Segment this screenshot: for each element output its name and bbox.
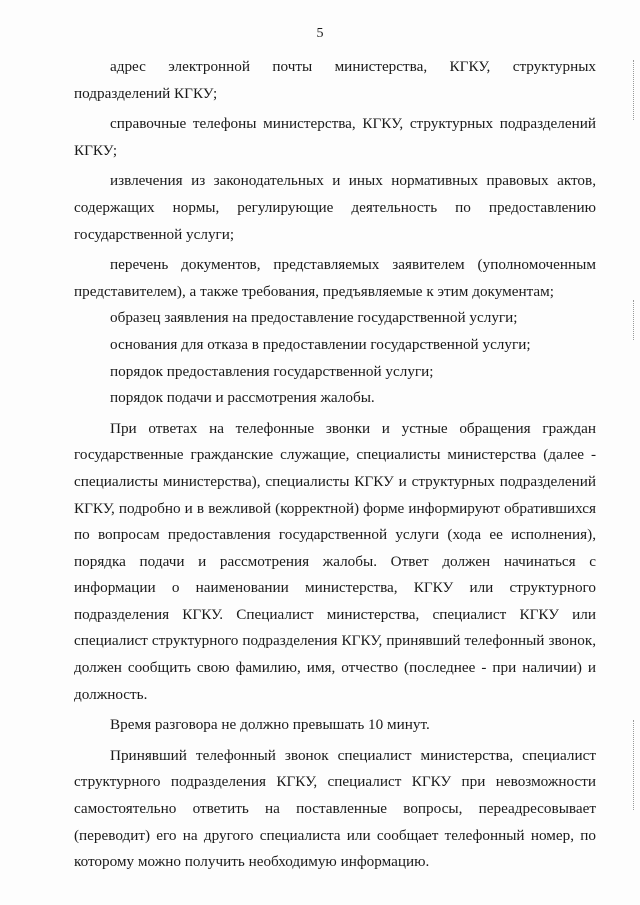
paragraph-documents-list: перечень документов, представляемых заявителем (уполномоченным представителем), а также требования, предъявляемые к этим документам; bbox=[74, 256, 596, 300]
paragraph-call-duration: Время разговора не должно превышать 10 минут. bbox=[110, 716, 430, 734]
paragraph-phones: справочные телефоны министерства, КГКУ, структурных подразделений КГКУ; bbox=[74, 115, 596, 159]
document-body bbox=[74, 54, 596, 876]
paragraph-application-sample: образец заявления на предоставление государственной услуги; bbox=[110, 309, 518, 327]
page-number: 5 bbox=[316, 26, 324, 41]
paragraph-service-procedure: порядок предоставления государственной услуги; bbox=[110, 362, 434, 380]
paragraph-phone-answers: При ответах на телефонные звонки и устные обращения граждан государственные гражданские служащие, специалисты министерства (далее - специалисты министерства), специалисты КГКУ и структурных подразделений КГКУ, подробно и в вежливой (корректной) форме информируют обратившихся по вопросам предоставления государственной услуги (хода ее исполнения), порядка подачи и рассмотрения жалобы. Ответ должен начинаться с информации о наименовании министерства, КГКУ или структурного подразделения КГКУ. Специалист министерства, специалист КГКУ или специалист структурного подразделения КГКУ, принявший телефонный звонок, должен сообщить свою фамилию, имя, отчество (последнее - при наличии) и должность. bbox=[74, 419, 596, 703]
scan-edge-mark bbox=[632, 300, 634, 340]
paragraph-call-redirect: Принявший телефонный звонок специалист министерства, специалист структурного подразделения КГКУ, специалист КГКУ при невозможности самостоятельно ответить на поставленные вопросы, переадресовывает (переводит) его на другого специалиста или сообщает телефонный номер, по которому можно получить необходимую информацию. bbox=[74, 746, 596, 871]
paragraph-legal-extracts: извлечения из законодательных и иных нормативных правовых актов, содержащих нормы, регулирующие деятельность по предоставлению государственной услуги; bbox=[74, 172, 596, 243]
paragraph-complaint-procedure: порядок подачи и рассмотрения жалобы. bbox=[110, 389, 375, 407]
scan-edge-mark bbox=[632, 60, 634, 120]
paragraph-email: адрес электронной почты министерства, КГКУ, структурных подразделений КГКУ; bbox=[74, 58, 596, 102]
scan-edge-mark bbox=[632, 720, 634, 810]
paragraph-refusal-grounds: основания для отказа в предоставлении государственной услуги; bbox=[110, 335, 531, 353]
